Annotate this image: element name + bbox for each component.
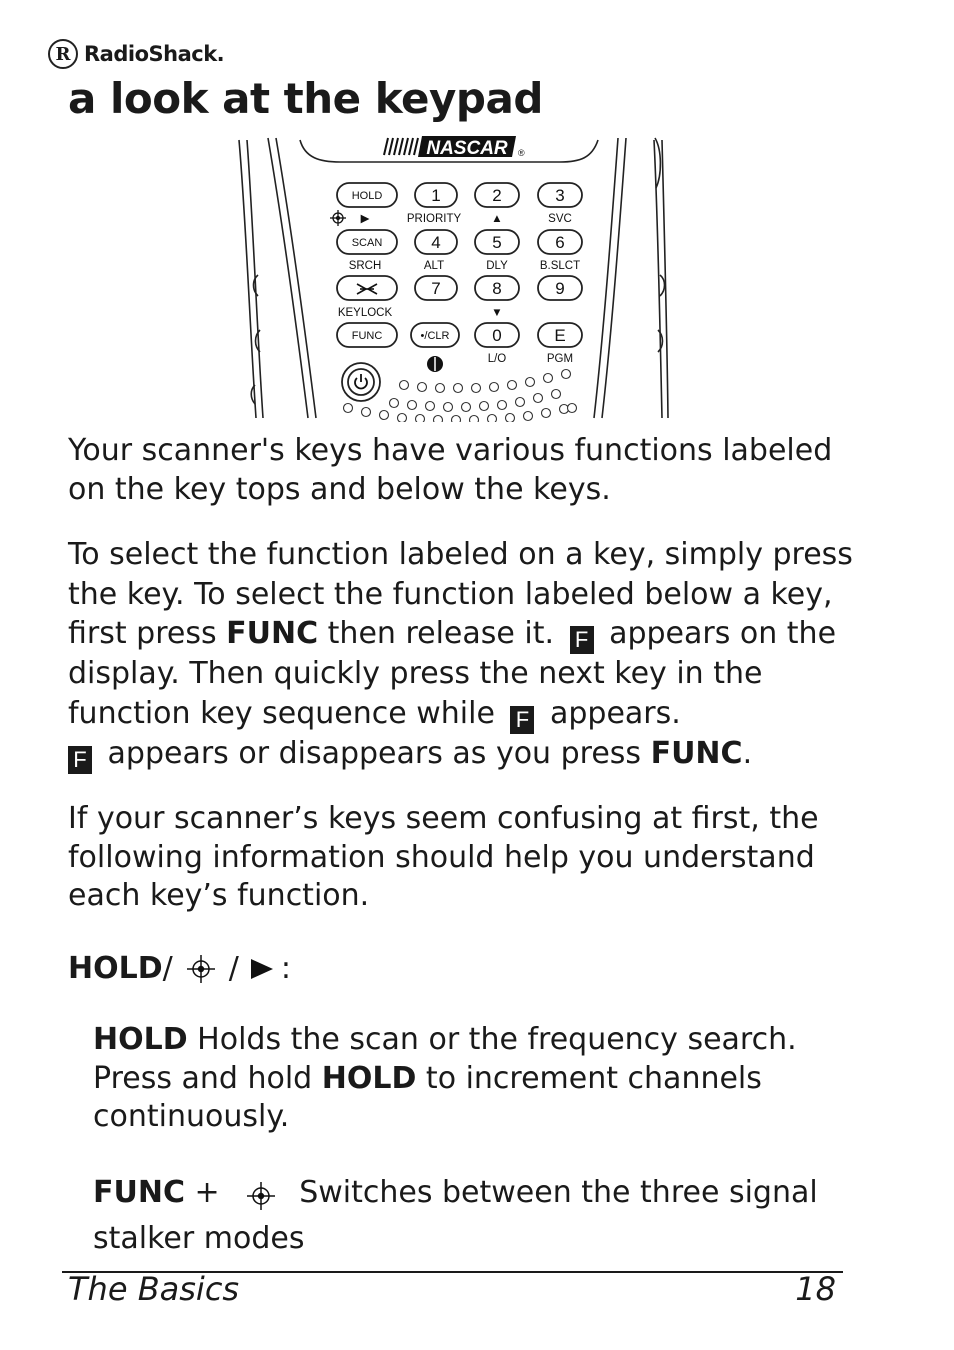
hold-key-heading xyxy=(68,950,868,989)
svg-text:5: 5 xyxy=(492,233,502,252)
svg-text:▶: ▶ xyxy=(360,213,370,225)
nascar-registered-mark: ® xyxy=(518,148,525,158)
hold-desc-text-2: to increment channels continuously. xyxy=(93,1060,762,1134)
svg-text:7: 7 xyxy=(431,279,441,298)
svg-text:2: 2 xyxy=(492,186,502,205)
svg-text:9: 9 xyxy=(555,279,565,298)
svg-text:B.SLCT: B.SLCT xyxy=(539,260,581,272)
svg-text:DLY: DLY xyxy=(486,260,508,272)
func-desc-text: Switches between the three signal stalker modes xyxy=(93,1175,818,1256)
nascar-logo xyxy=(384,136,525,159)
svg-text:L/O: L/O xyxy=(487,353,507,365)
svg-text:E: E xyxy=(554,326,566,345)
light-icon xyxy=(427,356,443,372)
select-text-6: . xyxy=(742,735,753,771)
svg-text:▼: ▼ xyxy=(491,307,503,319)
plus-sign: + xyxy=(184,1175,230,1210)
radioshack-logo xyxy=(48,36,224,72)
select-text-5: appears or disappears as you press xyxy=(98,735,651,771)
svg-text:SCAN: SCAN xyxy=(351,237,383,249)
heading-colon: : xyxy=(280,951,291,986)
radioshack-r-mark: R xyxy=(48,39,78,69)
svg-text:KEYLOCK: KEYLOCK xyxy=(337,307,393,319)
signal-stalker-icon xyxy=(330,210,346,226)
svg-text:FUNC: FUNC xyxy=(351,330,383,342)
svg-text:6: 6 xyxy=(555,233,565,252)
func-signal-description xyxy=(93,1170,853,1262)
svg-text:PGM: PGM xyxy=(546,353,574,365)
nascar-logo-text: NASCAR xyxy=(426,138,508,159)
page-number: 18 xyxy=(795,1270,836,1308)
func-term: FUNC xyxy=(650,735,743,771)
keypad-illustration xyxy=(230,132,670,422)
confusing-keys-paragraph: If your scanner’s keys seem confusing at first, the following information should help you understand each key’s function. xyxy=(68,801,819,913)
hold-description xyxy=(93,1021,853,1137)
select-text-4: appears. xyxy=(540,695,681,731)
hold-term: HOLD xyxy=(321,1060,417,1096)
heading-separator: / xyxy=(162,951,173,986)
func-term: FUNC xyxy=(93,1175,185,1210)
hold-heading-label: HOLD xyxy=(68,951,163,986)
select-text-3: appears on the display. Then quickly press the next key in the function key sequence while xyxy=(68,616,837,731)
svg-text:ALT: ALT xyxy=(423,260,445,272)
radioshack-wordmark: RadioShack. xyxy=(84,42,225,66)
select-text-1: To select the function labeled on a key, simply press the key. To select the function labeled below a key, first press xyxy=(68,537,853,651)
select-text-2: then release it. xyxy=(318,616,564,651)
svg-text:8: 8 xyxy=(492,279,502,298)
svg-text:▲: ▲ xyxy=(491,213,503,225)
page-title: a look at the keypad xyxy=(68,74,543,123)
play-arrow-icon xyxy=(247,954,277,984)
svg-text:SRCH: SRCH xyxy=(348,260,382,272)
signal-stalker-icon xyxy=(179,951,223,987)
hold-desc-text-1: Holds the scan or the frequency search. Press and hold xyxy=(93,1022,797,1096)
f-indicator-icon: F xyxy=(68,746,92,774)
signal-stalker-icon xyxy=(239,1178,283,1214)
svg-text:PRIORITY: PRIORITY xyxy=(406,213,462,225)
heading-separator: / xyxy=(228,951,239,986)
svg-text:•/CLR: •/CLR xyxy=(420,330,450,342)
svg-text:1: 1 xyxy=(431,186,441,205)
footer-section-title: The Basics xyxy=(68,1270,240,1308)
hold-term: HOLD xyxy=(93,1022,188,1057)
select-function-paragraph xyxy=(68,535,868,774)
f-indicator-icon: F xyxy=(570,626,594,654)
f-indicator-icon: F xyxy=(510,706,534,734)
keylock-key[interactable] xyxy=(337,276,397,300)
intro-paragraph: Your scanner's keys have various functions labeled on the key tops and below the keys. xyxy=(68,433,833,507)
svg-text:0: 0 xyxy=(492,326,502,345)
svg-text:SVC: SVC xyxy=(548,213,572,225)
svg-text:HOLD: HOLD xyxy=(351,190,383,202)
func-term: FUNC xyxy=(226,616,319,651)
svg-text:3: 3 xyxy=(555,186,565,205)
svg-text:4: 4 xyxy=(431,233,441,252)
